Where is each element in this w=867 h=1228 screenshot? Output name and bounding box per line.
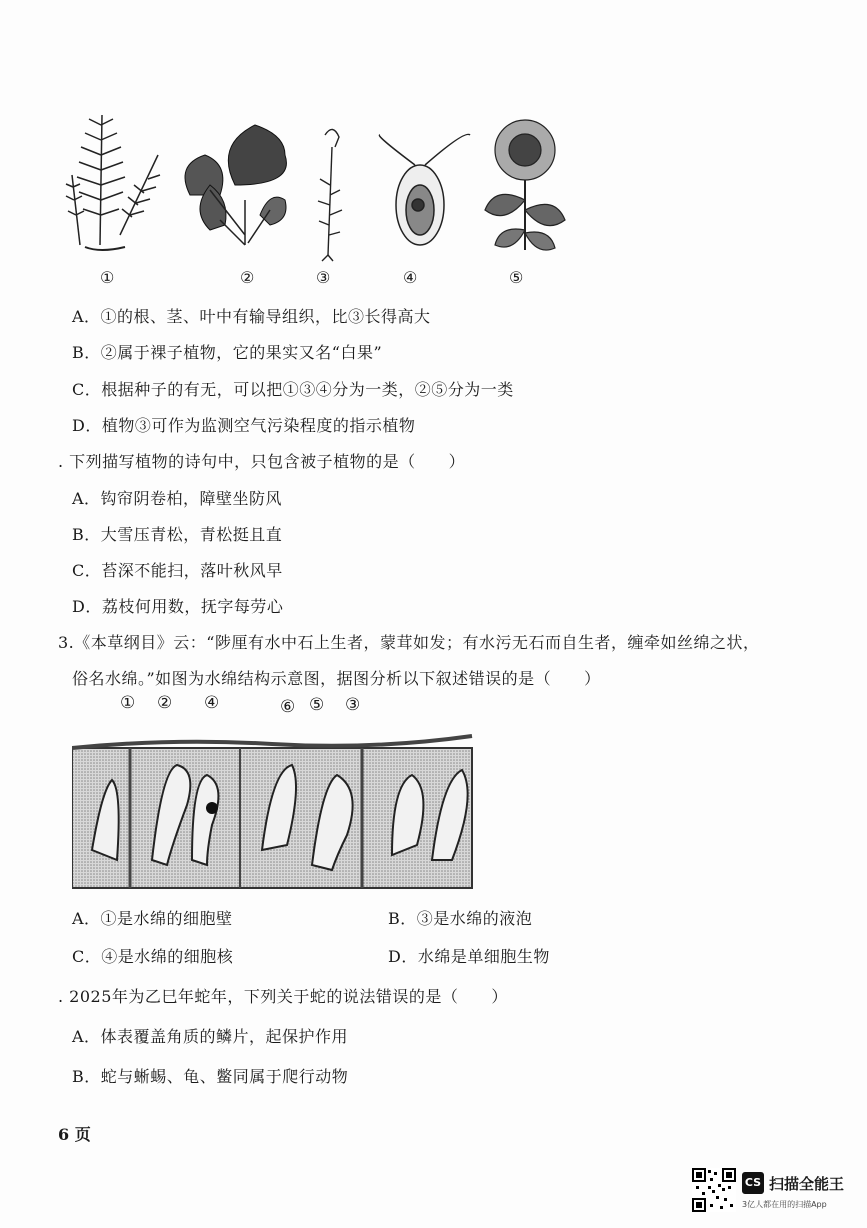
- prev-option-d: D．植物③可作为监测空气污染程度的指示植物: [72, 416, 416, 435]
- plant-label-5: ⑤: [509, 268, 524, 287]
- page-number: 6 页: [58, 1125, 91, 1144]
- brand-tagline: 3亿人都在用的扫描App: [742, 1200, 827, 1209]
- algae-label-2: ②: [157, 693, 173, 713]
- algae-option-a: A．①是水绵的细胞壁: [72, 909, 233, 928]
- camscanner-icon: CS: [742, 1172, 764, 1194]
- moss-illustration: [318, 129, 342, 261]
- algae-label-1: ①: [120, 693, 136, 713]
- scanner-brand: [742, 1172, 852, 1216]
- plant-label-1: ①: [100, 268, 115, 287]
- spirogyra-diagram: [72, 690, 477, 890]
- poem-option-d: D．荔枝何用数，抚字每劳心: [72, 597, 284, 616]
- prev-option-c: C．根据种子的有无，可以把①③④分为一类，②⑤分为一类: [72, 380, 514, 399]
- algae-option-c: C．④是水绵的细胞核: [72, 947, 234, 966]
- snake-option-a: A．体表覆盖角质的鳞片，起保护作用: [72, 1027, 349, 1046]
- chlamydomonas-illustration: [379, 134, 470, 245]
- prev-option-a: A．①的根、茎、叶中有输导组织，比③长得高大: [72, 307, 431, 326]
- fern-illustration: [66, 115, 160, 250]
- poem-option-c: C．苔深不能扫，落叶秋风早: [72, 561, 283, 580]
- plant-label-4: ④: [403, 268, 418, 287]
- poem-option-b: B．大雪压青松，青松挺且直: [72, 525, 283, 544]
- brand-name: 扫描全能王: [769, 1175, 845, 1193]
- algae-question-stem-2: 俗名水绵。”如图为水绵结构示意图，据图分析以下叙述错误的是（ ）: [72, 669, 601, 688]
- sunflower-illustration: [485, 120, 565, 250]
- plant-label-3: ③: [316, 268, 331, 287]
- prev-option-b: B．②属于裸子植物，它的果实又名“白果”: [72, 343, 383, 362]
- poem-option-a: A．钩帘阴卷柏，障壁坐防风: [72, 489, 283, 508]
- qr-code-icon: [692, 1168, 736, 1212]
- algae-label-4: ④: [204, 693, 220, 713]
- algae-question-stem-1: 3.《本草纲目》云：“陟厘有水中石上生者，蒙茸如发；有水污无石而自生者，缠牵如丝绵之状，: [58, 633, 760, 652]
- ginkgo-illustration: [185, 125, 286, 245]
- plant-label-2: ②: [240, 268, 255, 287]
- algae-option-d: D．水绵是单细胞生物: [388, 947, 550, 966]
- poem-question-stem: . 下列描写植物的诗句中，只包含被子植物的是（ ）: [58, 452, 466, 471]
- snake-question-stem: . 2025年为乙巳年蛇年，下列关于蛇的说法错误的是（ ）: [58, 987, 508, 1006]
- algae-label-6: ⑥: [280, 697, 296, 717]
- algae-label-3: ③: [345, 695, 361, 715]
- snake-option-b: B．蛇与蜥蜴、龟、鳖同属于爬行动物: [72, 1067, 349, 1086]
- plant-illustrations: [60, 105, 580, 295]
- algae-option-b: B．③是水绵的液泡: [388, 909, 533, 928]
- algae-label-5: ⑤: [309, 695, 325, 715]
